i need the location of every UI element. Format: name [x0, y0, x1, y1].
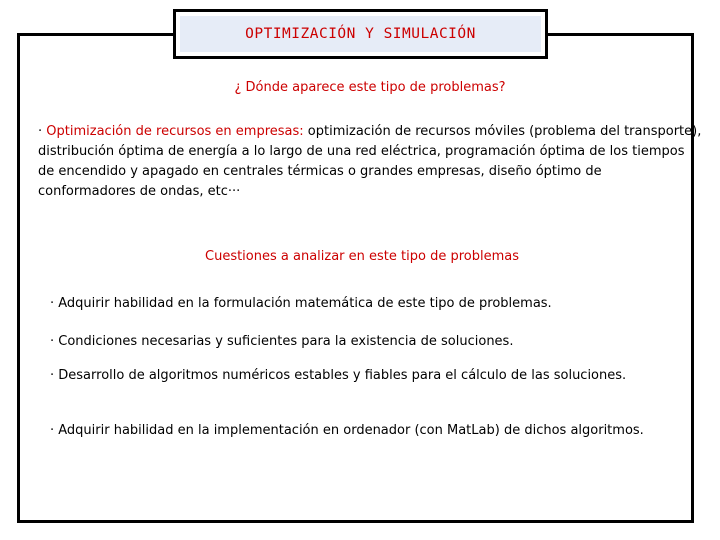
- title-box: [173, 9, 548, 59]
- bullet: ·: [38, 124, 43, 139]
- list-item: · Desarrollo de algoritmos numéricos estables y fiables para el cálculo de las soluciones.: [50, 368, 627, 383]
- title-banner: [180, 16, 541, 52]
- section1-paragraph: [38, 122, 703, 202]
- list-item: · Adquirir habilidad en la implementación en ordenador (con MatLab) de dichos algoritmos.: [50, 423, 644, 438]
- content-frame: [17, 33, 694, 523]
- list-item: · Adquirir habilidad en la formulación matemática de este tipo de problemas.: [50, 296, 552, 311]
- list-item: · Condiciones necesarias y suficientes para la existencia de soluciones.: [50, 334, 514, 349]
- section2-heading: Cuestiones a analizar en este tipo de problemas: [205, 249, 519, 264]
- page-title: OPTIMIZACIÓN Y SIMULACIÓN: [245, 26, 476, 42]
- section1-body: optimización de recursos móviles (problema del transporte), distribución óptima de energía a lo largo de una red eléctrica, programación óptima de los tiempos de encendido y apagado en centrales térmicas o grandes empresas, diseño óptimo de conformadores de ondas, etc···: [38, 124, 702, 199]
- section1-heading: ¿ Dónde aparece este tipo de problemas?: [234, 80, 506, 95]
- section1-lead: Optimización de recursos en empresas:: [46, 124, 304, 139]
